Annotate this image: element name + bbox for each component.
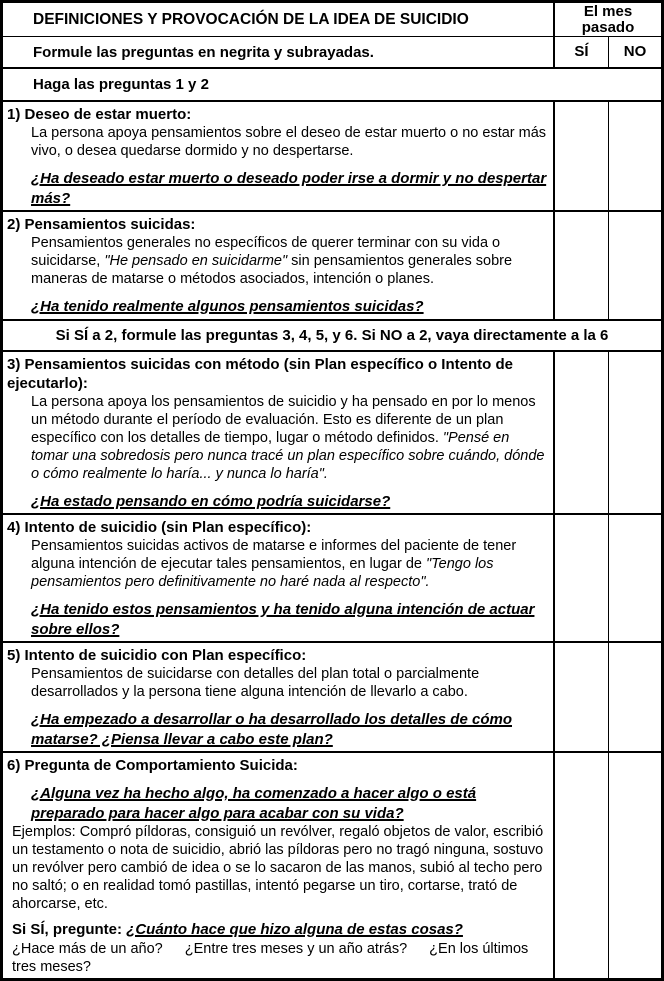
table-title-cell [3,3,553,36]
question-1-definition: La persona apoya pensamientos sobre el deseo de estar muerto o no estar más vivo, o desea quedarse dormido y no despertarse. [31,125,547,159]
question-3-number: 3) [7,355,21,373]
yes-label: SÍ [574,43,589,60]
question-4-number: 4) [7,519,21,536]
question-6-if-yes-line [7,920,549,940]
question-1-yes-cell[interactable] [553,102,608,210]
table-title: DEFINICIONES Y PROVOCACIÓN DE LA IDEA DE SUICIDIO [33,11,469,28]
question-2-title-text: Pensamientos suicidas: [24,216,196,233]
question-2-prompt: ¿Ha tenido realmente algunos pensamientos suicidas? [31,298,424,315]
question-2-yes-cell[interactable] [553,212,608,319]
question-6-if-yes-label: Si SÍ, pregunte: [12,921,127,938]
header-row [3,3,661,36]
ask-questions-1-2-text: Haga las preguntas 1 y 2 [33,76,209,93]
question-1-no-cell[interactable] [608,102,661,210]
question-row-6 [3,751,661,978]
branch-instruction-cell [3,321,661,350]
question-3-text-cell [3,352,553,514]
question-3-no-cell[interactable] [608,352,661,514]
ask-questions-1-2-row [3,67,661,100]
branch-instruction-row [3,319,661,350]
question-1-text-cell [3,102,553,210]
question-5-yes-cell[interactable] [553,643,608,751]
question-6-examples: Ejemplos: Compró píldoras, consiguió un revólver, regaló objetos de valor, escribió un testamento o nota de suicidio, abrió las píldoras pero no tragó ninguna, sostuvo un revólver pero cambió de idea o se lo sacaron de las manos, subió al techo pero no saltó; o en realidad tomó pastillas, intentó pegarse un tiro, cortarse, trató de ahorcarse, etc. [12,824,544,912]
question-6-text-cell [3,753,553,978]
question-row-1 [3,100,661,210]
question-1-number: 1) [7,106,21,123]
question-row-3 [3,350,661,514]
question-4-no-cell[interactable] [608,515,661,641]
question-5-title [7,646,549,665]
question-2-number: 2) [7,216,21,233]
followup-more-than-year: ¿Hace más de un año? [12,940,163,957]
question-1-title-text: Deseo de estar muerto: [24,106,192,123]
question-6-no-cell[interactable] [608,753,661,978]
question-4-title [7,518,549,537]
question-6-number: 6) [7,757,21,774]
question-3-title-text: Pensamientos suicidas con método (sin Plan específico o Intento de ejecutarlo): [7,355,513,392]
no-column-header [608,37,661,67]
instruction-text: Formule las preguntas en negrita y subrayadas. [33,43,374,61]
instruction-cell [3,37,553,67]
question-5-text-cell [3,643,553,751]
question-1-prompt: ¿Ha deseado estar muerto o deseado poder irse a dormir y no despertar más? [31,170,547,207]
question-5-prompt: ¿Ha empezado a desarrollar o ha desarrollado los detalles de cómo matarse? ¿Piensa llevar a cabo este plan? [31,711,512,748]
question-6-title-text: Pregunta de Comportamiento Suicida: [24,757,298,774]
question-4-yes-cell[interactable] [553,515,608,641]
question-6-followup-options [7,940,549,976]
question-5-number: 5) [7,647,21,664]
question-4-text-cell [3,515,553,641]
no-label: NO [623,43,647,60]
question-3-prompt: ¿Ha estado pensando en cómo podría suicidarse? [31,492,391,510]
question-row-5 [3,641,661,751]
instruction-row [3,36,661,67]
question-row-4 [3,513,661,641]
question-2-title [7,215,549,234]
question-6-prompt: ¿Alguna vez ha hecho algo, ha comenzado a hacer algo o está preparado para hacer algo para acabar con su vida? [31,785,477,822]
question-2-definition: Pensamientos generales no específicos de querer terminar con su vida o suicidarse, "He pensado en suicidarme" sin pensamientos generales sobre maneras de matarse o métodos asociados, intención o planes. [31,235,513,287]
question-6-if-yes-prompt: ¿Cuánto hace que hizo alguna de estas cosas? [126,921,463,938]
question-1-title [7,105,549,124]
question-4-title-text: Intento de suicidio (sin Plan específico): [24,519,312,536]
question-4-definition: Pensamientos suicidas activos de matarse e informes del paciente de tener alguna intención de ejecutar tales pensamientos, en lugar de "Tengo los pensamientos pero definitivamente no haré nada al respecto". [31,538,517,590]
question-2-no-cell[interactable] [608,212,661,319]
question-5-definition: Pensamientos de suicidarse con detalles del plan total o parcialmente desarrollados y la persona tiene alguna intención de llevarlo a cabo. [31,666,480,700]
question-3-title [7,355,549,393]
question-2-text-cell [3,212,553,319]
followup-last-three-months: ¿En los últimos tres meses? [12,940,529,975]
question-5-title-text: Intento de suicidio con Plan específico: [24,647,307,664]
period-header-cell [553,3,661,36]
question-3-yes-cell[interactable] [553,352,608,514]
period-label: El mes pasado [581,2,635,36]
ask-questions-1-2-text-cell [3,69,661,100]
question-6-yes-cell[interactable] [553,753,608,978]
question-4-prompt: ¿Ha tenido estos pensamientos y ha tenido alguna intención de actuar sobre ellos? [31,601,535,638]
question-5-no-cell[interactable] [608,643,661,751]
branch-instruction-text: Si SÍ a 2, formule las preguntas 3, 4, 5, y 6. Si NO a 2, vaya directamente a la 6 [55,326,609,344]
followup-three-months-to-year: ¿Entre tres meses y un año atrás? [184,940,408,957]
question-row-2 [3,210,661,319]
question-3-definition: La persona apoya los pensamientos de suicidio y ha pensado en por lo menos un método durante el período de evaluación. Esto es diferente de un plan específico con los detalles de tiempo, lugar o método definidos. "Pensé en tomar una sobredosis pero nunca tracé un plan específico sobre cuándo, dónde o cómo realmente lo haría... y nunca lo haría". [31,393,545,482]
yes-column-header [553,37,608,67]
question-6-title [7,756,549,775]
